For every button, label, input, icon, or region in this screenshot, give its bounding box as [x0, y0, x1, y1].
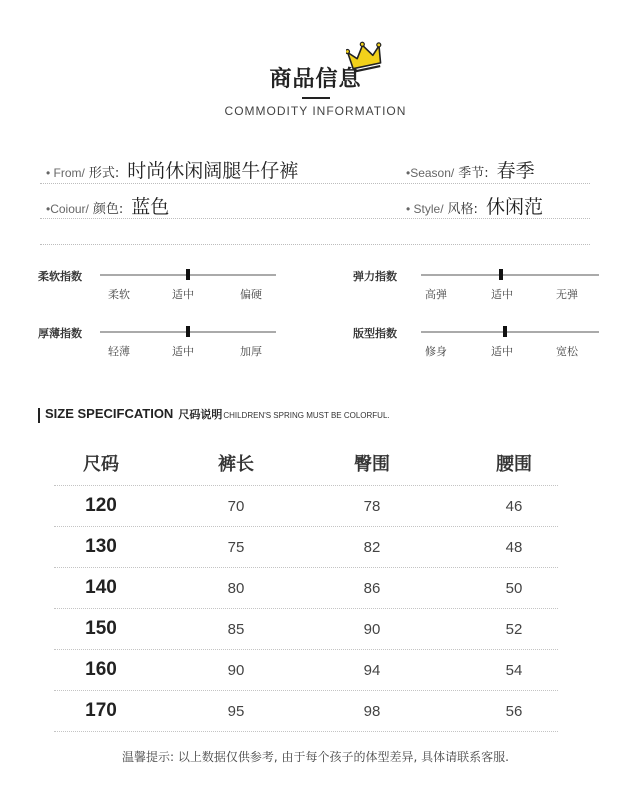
- cell-size: 140: [85, 577, 117, 598]
- index-tick-mid: 适中: [172, 345, 194, 358]
- divider: [40, 244, 590, 245]
- index-marker: [186, 269, 190, 280]
- info-value: 时尚休闲阔腿牛仔裤: [127, 160, 299, 182]
- size-tagline: CHILDREN'S SPRING MUST BE COLORFUL.: [223, 411, 390, 420]
- thickness-index: [38, 325, 278, 365]
- cell-size: 160: [85, 659, 117, 680]
- cell-hip: 78: [363, 497, 381, 515]
- title-divider: [302, 97, 330, 99]
- index-marker: [499, 269, 503, 280]
- info-label-en: •Season/: [406, 166, 455, 180]
- index-label: 版型指数: [353, 327, 397, 340]
- index-tick-mid: 适中: [172, 288, 194, 301]
- header-hip: 臀围: [354, 453, 390, 475]
- index-tick-mid: 适中: [491, 345, 513, 358]
- info-label-cn: 风格:: [447, 202, 478, 217]
- table-row: [54, 486, 558, 527]
- info-item-form: [46, 156, 298, 183]
- cell-size: 130: [85, 536, 117, 557]
- info-row-2: [40, 192, 590, 220]
- size-section-heading: [38, 406, 390, 424]
- info-item-colour: [46, 192, 169, 219]
- index-tick-low: 轻薄: [108, 345, 130, 358]
- index-label: 厚薄指数: [38, 327, 82, 340]
- index-marker: [186, 326, 190, 337]
- info-label-cn: 季节:: [458, 166, 489, 181]
- index-tick-low: 柔软: [108, 288, 130, 301]
- cell-length: 85: [227, 620, 245, 638]
- footer-note: 温馨提示: 以上数据仅供参考, 由于每个孩子的体型差异, 具体请联系客服.: [122, 750, 509, 764]
- index-marker: [503, 326, 507, 337]
- index-tick-high: 宽松: [556, 345, 578, 358]
- info-row-1: [40, 156, 590, 184]
- table-row: [54, 609, 558, 650]
- heading-bar: [38, 408, 40, 423]
- cell-length: 80: [227, 579, 245, 597]
- index-tick-high: 无弹: [556, 288, 578, 301]
- divider: [40, 183, 590, 184]
- info-label-en: • From/: [46, 166, 85, 180]
- divider: [40, 218, 590, 219]
- index-tick-high: 偏硬: [240, 288, 262, 301]
- info-label-en: • Style/: [406, 202, 444, 216]
- index-tick-mid: 适中: [491, 288, 513, 301]
- index-tick-low: 修身: [425, 345, 447, 358]
- cell-length: 70: [227, 497, 245, 515]
- cell-waist: 48: [505, 538, 523, 556]
- header-length: 裤长: [218, 453, 254, 475]
- cell-hip: 86: [363, 579, 381, 597]
- index-track: [421, 274, 599, 276]
- info-item-season: [406, 156, 535, 183]
- cell-hip: 90: [363, 620, 381, 638]
- info-label-en: •Coiour/: [46, 202, 89, 216]
- table-header-row: [54, 440, 558, 486]
- cell-size: 120: [85, 495, 117, 516]
- header-size: 尺码: [83, 453, 119, 475]
- size-table: [54, 440, 558, 732]
- page-subtitle: COMMODITY INFORMATION: [224, 104, 407, 118]
- cell-length: 95: [227, 702, 245, 720]
- cell-waist: 52: [505, 620, 523, 638]
- cell-waist: 54: [505, 661, 523, 679]
- fit-index: [353, 325, 599, 365]
- index-tick-high: 加厚: [240, 345, 262, 358]
- size-title-en: SIZE SPECIFCATION: [45, 406, 174, 421]
- elasticity-index: [353, 268, 599, 308]
- cell-hip: 82: [363, 538, 381, 556]
- info-label-cn: 形式:: [88, 166, 120, 181]
- cell-length: 75: [227, 538, 245, 556]
- table-row: [54, 527, 558, 568]
- table-row: [54, 691, 558, 732]
- size-title-cn: 尺码说明: [178, 408, 223, 421]
- index-tick-low: 高弹: [425, 288, 447, 301]
- info-label-cn: 颜色:: [92, 202, 124, 217]
- index-label: 柔软指数: [38, 270, 82, 283]
- cell-waist: 50: [505, 579, 523, 597]
- cell-length: 90: [227, 661, 245, 679]
- cell-hip: 98: [363, 702, 381, 720]
- page-title: 商品信息: [269, 67, 362, 92]
- softness-index: [38, 268, 278, 308]
- info-item-style: [406, 192, 543, 219]
- cell-waist: 56: [505, 702, 523, 720]
- table-row: [54, 650, 558, 691]
- cell-hip: 94: [363, 661, 381, 679]
- cell-waist: 46: [505, 497, 523, 515]
- info-value: 春季: [496, 160, 535, 182]
- table-row: [54, 568, 558, 609]
- cell-size: 150: [85, 618, 117, 639]
- index-track: [421, 331, 599, 333]
- cell-size: 170: [85, 700, 117, 721]
- header-waist: 腰围: [496, 453, 532, 475]
- info-value: 蓝色: [131, 196, 170, 218]
- info-value: 休闲范: [485, 196, 543, 218]
- index-label: 弹力指数: [353, 270, 397, 283]
